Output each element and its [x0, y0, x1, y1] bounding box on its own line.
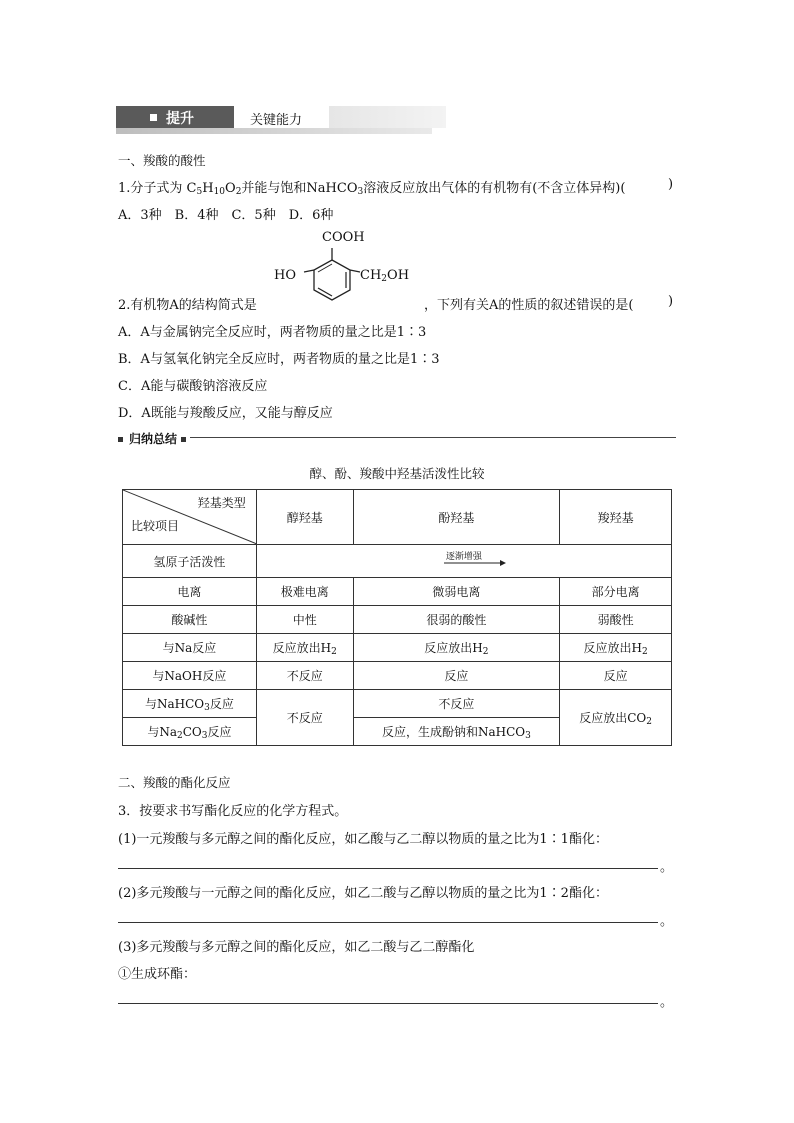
question-2-close-paren: ): [668, 294, 674, 309]
banner-light-block: [234, 106, 446, 128]
banner-dark-block: [116, 106, 234, 128]
cell-phenol: 很弱的酸性: [353, 606, 560, 634]
cell-alcohol: 反应放出$H_2$: [256, 634, 353, 662]
cell-alcohol: 中性: [256, 606, 353, 634]
square-bullet-icon: [118, 437, 123, 442]
square-bullet-icon: [181, 437, 186, 442]
table-header-row: [123, 490, 672, 545]
table-row: [123, 578, 672, 606]
question-1-stem: 1.分子式为 $C_5H_{10}O_2$并能与饱和NaHCO$_3$溶液反应放出气体的有机物有(不含立体异构)(: [118, 181, 626, 197]
cell-phenol: 不反应: [353, 690, 560, 718]
cooh-label: COOH: [322, 230, 365, 245]
cell-alcohol-merged: 不反应: [256, 690, 353, 746]
table-corner-cell: [123, 490, 257, 545]
cell-alcohol: 极难电离: [256, 578, 353, 606]
period-3: 。: [660, 995, 674, 1010]
row-label: 与NaOH反应: [123, 662, 257, 690]
banner-shadow: [116, 128, 432, 134]
header-hydroxyl-type: 羟基类型: [197, 496, 246, 510]
col-header-acid: 羧羟基: [560, 490, 672, 545]
cell-alcohol: 不反应: [256, 662, 353, 690]
ch2oh-label: $CH_2OH$: [360, 268, 410, 284]
cell-acid: 弱酸性: [560, 606, 672, 634]
cell-phenol: 微弱电离: [353, 578, 560, 606]
trend-label: 逐渐增强: [445, 552, 482, 562]
question-2-option-d: D．A既能与羧酸反应，又能与醇反应: [118, 406, 333, 421]
question-3-part-3: (3)多元羧酸与多元醇之间的酯化反应，如乙二酸与乙二醇酯化: [118, 940, 475, 955]
period-1: 。: [660, 860, 674, 875]
cell-phenol: 反应，生成酚钠和NaHCO$_3$: [353, 718, 560, 746]
section-banner: [116, 106, 432, 130]
header-compare-item: 比较项目: [131, 519, 180, 533]
table-row: [123, 606, 672, 634]
question-2-option-b: B．A与氢氧化钠完全反应时，两者物质的量之比是1∶3: [118, 352, 440, 367]
ho-label: HO: [274, 268, 296, 283]
answer-line-1[interactable]: [118, 868, 658, 869]
question-3-part-3a: ①生成环酯：: [118, 967, 197, 982]
row-label-h-activity: 氢原子活泼性: [123, 545, 257, 578]
cell-acid: 部分电离: [560, 578, 672, 606]
section-heading-1: 一、羧酸的酸性: [118, 153, 206, 168]
answer-line-2[interactable]: [118, 922, 658, 923]
row-label: 与$Na_2CO_3$反应: [123, 718, 257, 746]
row-label: 与Na反应: [123, 634, 257, 662]
question-2-option-a: A．A与金属钠完全反应时，两者物质的量之比是1∶3: [118, 325, 427, 340]
period-2: 。: [660, 914, 674, 929]
cell-acid: 反应放出$H_2$: [560, 634, 672, 662]
col-header-alcohol: 醇羟基: [256, 490, 353, 545]
h-activity-trend: [256, 545, 671, 578]
arrow-right-icon: [444, 560, 506, 566]
row-label: 电离: [123, 578, 257, 606]
row-label: 与NaHCO$_3$反应: [123, 690, 257, 718]
table-title: 醇、酚、羧酸中羟基活泼性比较: [309, 466, 485, 481]
hydroxyl-comparison-table: [122, 489, 672, 746]
table-row: [123, 634, 672, 662]
question-1-options: A．3种 B．4种 C．5种 D．6种: [118, 208, 334, 223]
structure-formula-A: [270, 228, 430, 308]
table-row: [123, 690, 672, 718]
question-1-close-paren: ): [668, 177, 674, 192]
table-row: [123, 545, 672, 578]
cell-acid: 反应: [560, 662, 672, 690]
cell-phenol: 反应: [353, 662, 560, 690]
square-bullet-icon: [150, 114, 157, 121]
question-3-part-2: (2)多元羧酸与一元醇之间的酯化反应，如乙二酸与乙醇以物质的量之比为1∶2酯化：: [118, 886, 608, 901]
question-2-stem-a: 2.有机物A的结构简式是: [118, 298, 257, 313]
cell-phenol: 反应放出$H_2$: [353, 634, 560, 662]
banner-title: 提升: [166, 111, 194, 127]
answer-line-3[interactable]: [118, 1003, 658, 1004]
section-heading-2: 二、羧酸的酯化反应: [118, 775, 231, 790]
question-3-part-1: (1)一元羧酸与多元醇之间的酯化反应，如乙酸与乙二醇以物质的量之比为1∶1酯化：: [118, 832, 608, 847]
cell-acid-merged: 反应放出$CO_2$: [560, 690, 672, 746]
summary-divider: [190, 437, 676, 438]
col-header-phenol: 酚羟基: [353, 490, 560, 545]
summary-label: 归纳总结: [118, 430, 186, 447]
question-2-option-c: C．A能与碳酸钠溶液反应: [118, 379, 268, 394]
question-3-stem: 3．按要求书写酯化反应的化学方程式。: [118, 804, 348, 819]
question-2-stem-b: ，下列有关A的性质的叙述错误的是(: [424, 298, 634, 313]
banner-subtitle: 关键能力: [250, 113, 303, 128]
table-row: [123, 662, 672, 690]
row-label: 酸碱性: [123, 606, 257, 634]
